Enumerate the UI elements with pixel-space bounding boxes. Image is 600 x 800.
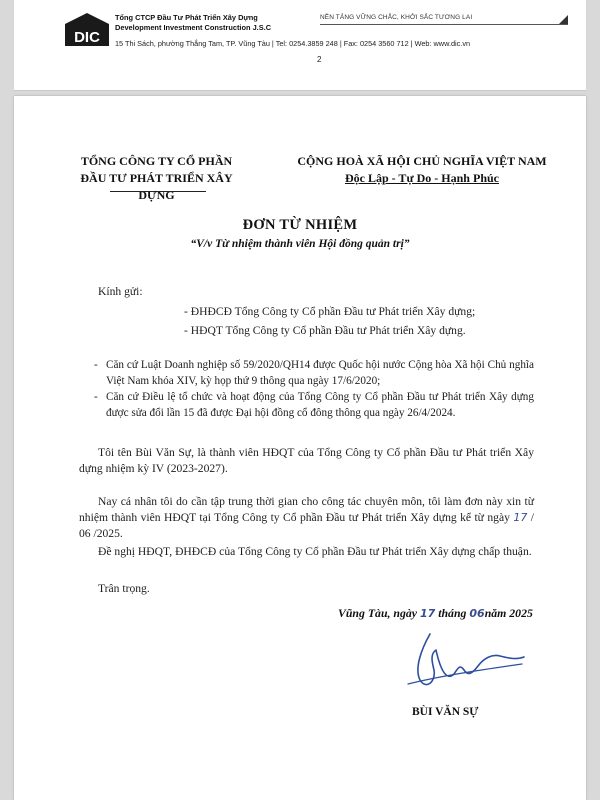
place-prefix: Vũng Tàu, ngày bbox=[338, 606, 417, 620]
issuer-underline bbox=[110, 191, 206, 192]
signer-name: BÙI VĂN SỰ bbox=[412, 706, 479, 718]
company-tagline: NỀN TẢNG VỮNG CHẮC, KHỞI SẮC TƯƠNG LAI bbox=[320, 14, 473, 21]
legal-basis-item bbox=[94, 390, 534, 421]
issuer-line-2: ĐẦU TƯ PHÁT TRIỂN XÂY DỰNG bbox=[80, 171, 233, 202]
legal-basis-text: Căn cứ Luật Doanh nghiệp số 59/2020/QH14 được Quốc hội nước Cộng hòa Xã hội Chủ nghĩa Việt Nam khóa XIV, kỳ họp thứ 9 thông qua ngày 17/6/2020; bbox=[106, 359, 534, 387]
handwritten-month: 06 bbox=[469, 607, 485, 620]
recipient-item: - ĐHĐCĐ Tổng Công ty Cổ phần Đầu tư Phát triển Xây dựng; bbox=[184, 305, 476, 318]
recipient-item: - HĐQT Tổng Công ty Cổ phần Đầu tư Phát triển Xây dựng. bbox=[184, 324, 466, 337]
tagline-divider bbox=[320, 24, 568, 25]
resignation-paragraph bbox=[79, 494, 534, 542]
introduction-paragraph: Tôi tên Bùi Văn Sự, là thành viên HĐQT của Tổng Công ty Cổ phần Đầu tư Phát triển Xây dựng nhiệm kỳ IV (2023-2027). bbox=[79, 446, 534, 475]
issuer-line-1: TỔNG CÔNG TY CỔ PHẦN bbox=[80, 154, 233, 168]
company-name-en: Development Investment Construction J.S.C bbox=[115, 23, 272, 32]
closing-text: Trân trọng. bbox=[98, 582, 150, 595]
logo-text: DIC bbox=[74, 29, 100, 46]
page-number: 2 bbox=[317, 55, 322, 64]
national-motto: Độc Lập - Tự Do - Hạnh Phúc bbox=[344, 171, 499, 185]
document-title: ĐƠN TỪ NHIỆM bbox=[242, 217, 358, 233]
tagline-triangle-icon bbox=[559, 15, 568, 24]
dic-logo bbox=[64, 12, 110, 46]
handwritten-day: 17 bbox=[513, 511, 528, 524]
month-word: tháng bbox=[438, 606, 467, 620]
greeting: Kính gửi: bbox=[98, 285, 143, 298]
bullet-dash: - bbox=[94, 391, 98, 403]
legal-basis-item bbox=[94, 358, 534, 389]
bullet-dash: - bbox=[94, 359, 98, 371]
legal-basis-text: Căn cứ Điều lệ tổ chức và hoạt động của Tổng Công ty Cổ phần Đầu tư Phát triển Xây dựng được sửa đổi lần 15 đã được Đại hội đồng cổ đông thông qua ngày 26/4/2024. bbox=[106, 391, 534, 419]
previous-page-letterhead bbox=[14, 0, 586, 91]
document-subject: “V/v Từ nhiệm thành viên Hội đồng quản trị” bbox=[190, 238, 410, 250]
year-text: năm 2025 bbox=[484, 606, 533, 620]
company-name-block bbox=[115, 13, 315, 33]
company-name-vi: Tổng CTCP Đầu Tư Phát Triển Xây Dựng bbox=[115, 13, 258, 22]
resignation-text: Nay cá nhân tôi do cần tập trung thời gian cho công tác chuyên môn, tôi làm đơn này xin từ nhiệm thành viên HĐQT tại Tổng Công ty Cổ phần Đầu tư Phát triển Xây dựng kể từ ngày bbox=[79, 495, 534, 524]
place-and-date bbox=[338, 606, 533, 621]
resignation-date-tail: / 06 /2025. bbox=[79, 511, 534, 540]
signature-image bbox=[400, 624, 530, 704]
issuer-heading bbox=[69, 153, 244, 204]
request-paragraph: Đề nghị HĐQT, ĐHĐCĐ của Tổng Công ty Cổ phần Đầu tư Phát triển Xây dựng chấp thuận. bbox=[98, 545, 532, 558]
handwritten-day: 17 bbox=[419, 607, 436, 620]
national-title: CỘNG HOÀ XÃ HỘI CHỦ NGHĨA VIỆT NAM bbox=[297, 154, 547, 168]
national-heading bbox=[282, 153, 562, 187]
company-address: 15 Thi Sách, phường Thắng Tam, TP. Vũng Tàu | Tel: 0254.3859 248 | Fax: 0254 3560 712 | Web: www.dic.vn bbox=[115, 39, 471, 48]
letter-page bbox=[14, 96, 586, 800]
